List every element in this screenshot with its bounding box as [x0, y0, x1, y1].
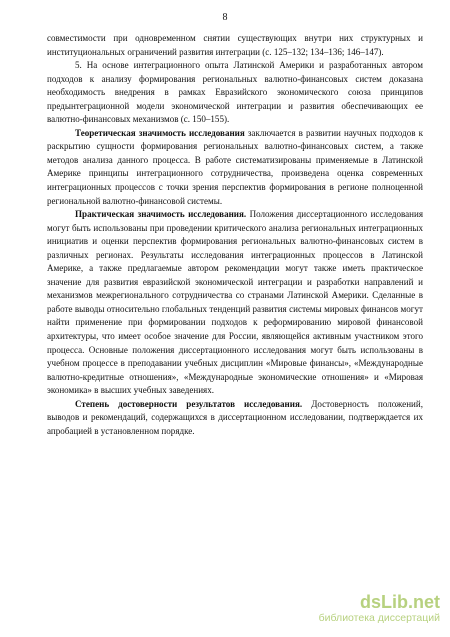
watermark-subtitle: библиотека диссертаций: [318, 612, 440, 624]
paragraph-point-5: 5. На основе интеграционного опыта Латинской Америки и разработанных автором подходов к анализу формирования региональных валютно-финансовых систем доказана необходимость внедрения в рамках Евразийского экономического союза принципов предынтеграционной модели экономической интеграции и развития обеспечивающих ее валютно-финансовых механизмов (с. 150–155).: [47, 60, 423, 125]
paragraph-reliability: [47, 398, 423, 439]
practical-significance-text: Положения диссертационного исследования могут быть использованы при проведении критического анализа региональных интеграционных инициатив и оценки перспектив формирования региональных валютно-финансовых систем в различных регионах. Результаты исследования интеграционных процессов в Латинской Америке, а также предлагаемые автором рекомендации могут также иметь практическое значение для развития евразийской экономической интеграции и разработки направлений и механизмов межрегионального сотрудничества со странами Латинской Америки. Сделанные в работе выводы относительно глобальных тенденций развития системы мировых финансов могут найти применение при формировании подходов к реформированию мировой финансовой архитектуры, что имеет особое значение для России, являющейся активным участником этого процесса. Основные положения диссертационного исследования могут быть использованы в учебном процессе в преподавании учебных дисциплин «Мировые финансы», «Международные валютно-кредитные отношения», «Международные экономические отношения» и «Мировая экономика» в высших учебных заведениях.: [47, 209, 423, 396]
dslib-watermark: [319, 593, 440, 625]
reliability-text: Достоверность положений, выводов и рекомендаций, содержащихся в диссертационном исследовании, подтверждается их апробацией в установленном порядке.: [47, 398, 423, 436]
theoretical-significance-text: заключается в развитии научных подходов к раскрытию сущности формирования региональных валютно-финансовых систем, а также методов анализа данного процесса. В работе систематизированы применяемые в Латинской Америке принципы интеграционного сотрудничества, произведена оценка современных интеграционных процессов с точки зрения перспектив формирования в регионе полноценной региональной валютно-финансовой системы.: [47, 127, 423, 206]
document-body: [47, 32, 423, 438]
paragraph-practical-significance: [47, 208, 423, 398]
practical-significance-heading: Практическая значимость исследования.: [75, 209, 247, 220]
watermark-logo: dsLib.net: [360, 592, 440, 612]
theoretical-significance-heading: Теоретическая значимость исследования: [75, 127, 245, 138]
page-number: 8: [222, 12, 228, 23]
reliability-heading: Степень достоверности результатов исследования.: [75, 398, 303, 409]
paragraph-continuation: совместимости при одновременном снятии существующих внутри них структурных и институциональных ограничений развития интеграции (с. 125–132; 134–136; 146–147).: [47, 33, 423, 57]
paragraph-theoretical-significance: [47, 127, 423, 208]
